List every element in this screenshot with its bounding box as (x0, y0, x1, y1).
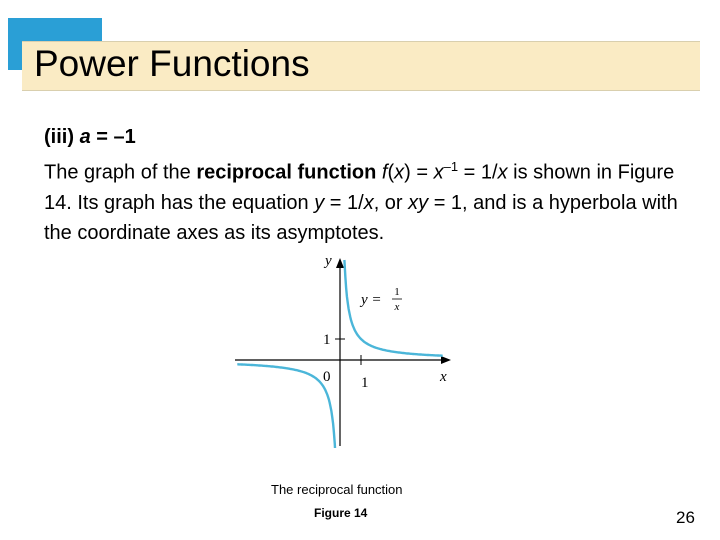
slide-body (44, 122, 684, 248)
curve-branch-positive (344, 260, 442, 356)
text-run: x (394, 161, 405, 184)
reciprocal-graph (225, 248, 465, 448)
equation-numerator: 1 (394, 286, 400, 298)
case-value: = –1 (90, 126, 136, 148)
curve-branch-negative (237, 364, 335, 448)
text-run: x (363, 191, 374, 214)
case-variable: a (79, 126, 91, 148)
text-run: ( (387, 161, 395, 184)
text-run: The graph of the (44, 161, 197, 184)
text-run: = 1/ (324, 191, 364, 214)
y-axis-arrow (336, 258, 344, 268)
figure-caption: The reciprocal function (271, 482, 403, 497)
text-run: , or (373, 191, 409, 214)
case-heading (44, 122, 684, 152)
slide-title: Power Functions (34, 43, 310, 84)
x-tick-label: 1 (361, 375, 369, 391)
text-run: ) = (404, 161, 434, 184)
text-run: y (314, 191, 325, 214)
text-run: x (433, 161, 444, 184)
y-axis-label: y (325, 253, 332, 269)
figure-label: Figure 14 (314, 506, 368, 520)
y-tick-label: 1 (323, 332, 331, 348)
text-run: x (497, 161, 508, 184)
text-run: is shown in Figure 14. Its graph has the equation (44, 161, 675, 214)
text-run: xy (408, 191, 429, 214)
x-axis-arrow (441, 356, 451, 364)
origin-label: 0 (323, 369, 331, 385)
exponent: –1 (443, 159, 459, 174)
description-paragraph (44, 152, 684, 248)
case-label: (iii) (44, 126, 74, 148)
equation-denominator: x (394, 301, 400, 313)
x-axis-label: x (440, 369, 447, 385)
text-run: = 1/ (458, 161, 498, 184)
text-run: = 1, and is a hyperbola with the coordinate axes as its asymptotes. (44, 191, 678, 244)
page-number: 26 (676, 508, 695, 527)
equation-lhs: y = (361, 292, 382, 308)
text-run: f (381, 161, 388, 184)
term-reciprocal-function: reciprocal function (196, 161, 377, 184)
